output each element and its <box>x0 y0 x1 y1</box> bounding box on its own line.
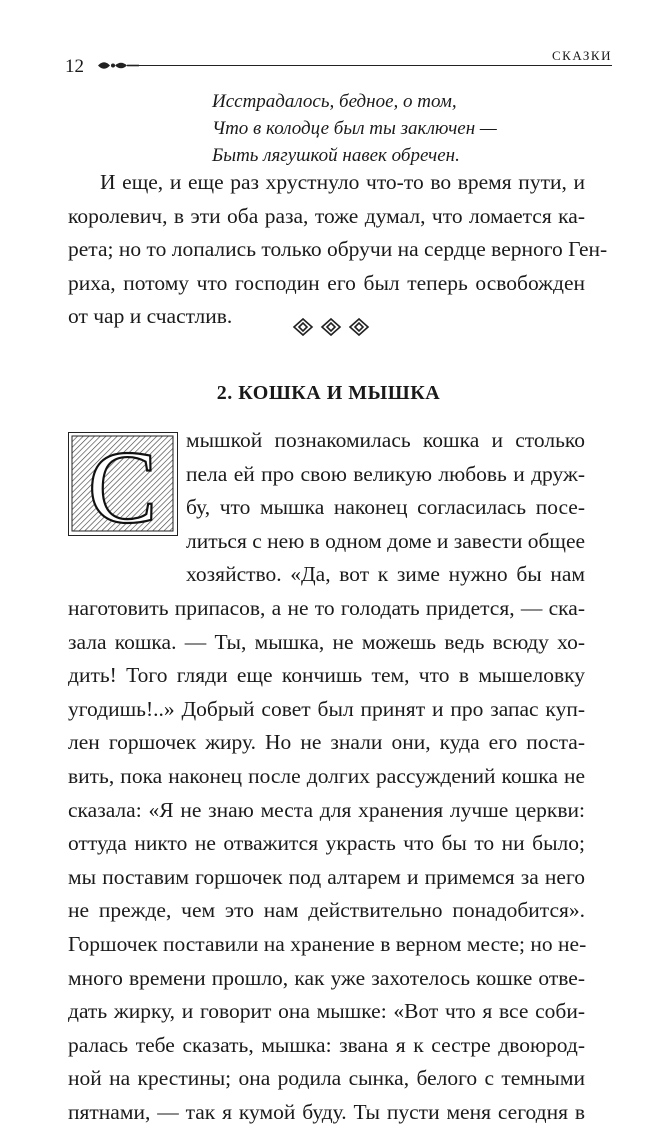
verse-block <box>212 88 497 169</box>
text-line: риха, потому что господин его был теперь освобожден <box>68 270 585 295</box>
story-body <box>68 558 585 1129</box>
text-line: сказала: «Я не знаю места для хранения лучше церкви: <box>68 797 585 822</box>
page-header <box>60 48 612 77</box>
text-line: ной на крестины; она родила сынка, белого с темными <box>68 1066 585 1091</box>
drop-cap-paragraph <box>186 424 585 558</box>
text-line: вить, пока наконец после долгих рассуждений кошка не <box>68 763 585 788</box>
text-line: хозяйство. «Да, вот к зиме нужно бы нам <box>186 562 585 587</box>
text-line: не прежде, чем это нам действительно понадобится». <box>68 898 585 923</box>
text-line: королевич, в эти оба раза, тоже думал, что ломается ка- <box>68 203 585 228</box>
text-line: дать жирку, и говорит она мышке: «Вот что я все соби- <box>68 999 585 1024</box>
story-title: 2. КОШКА И МЫШКА <box>216 382 441 404</box>
header-rule <box>138 65 612 66</box>
verse-line: Исстрадалось, бедное, о том, <box>212 91 457 112</box>
text-line: рета; но то лопались только обручи на сердце верного Ген- <box>68 237 608 262</box>
text-line: мышкой познакомилась кошка и столько <box>186 428 585 452</box>
text-line: И еще, и еще раз хрустнуло что-то во время пути, и <box>100 170 585 194</box>
text-line: мы поставим горшочек под алтарем и примемся за него <box>68 864 585 889</box>
text-line: ралась тебе сказать, мышка: звана я к сестре двоюрод- <box>68 1032 585 1057</box>
text-line: пятнами, — так я кумой буду. Ты пусти меня сегодня в <box>68 1099 585 1124</box>
verse-line: Что в колодце был ты заключен — <box>212 118 497 139</box>
page-number: 12 <box>65 56 84 77</box>
text-line: дить! Того гляди еще кончишь тем, что в мышеловку <box>68 663 585 688</box>
text-line: зала кошка. — Ты, мышка, не можешь ведь всюду хо- <box>68 629 585 654</box>
drop-cap-engraving-icon <box>69 433 176 534</box>
fleuron-ornament-icon <box>96 59 140 72</box>
verse-line: Быть лягушкой навек обречен. <box>212 145 460 166</box>
text-line: лен горшочек жиру. Но не знали они, куда его поста- <box>68 730 585 755</box>
text-line: угодишь!..» Добрый совет был принят и про запас куп- <box>68 696 585 721</box>
text-line: много времени прошло, как уже захотелось кошке отве- <box>68 965 585 990</box>
running-title: СКАЗКИ <box>552 48 612 63</box>
text-line: бу, что мышка наконец согласилась посе- <box>186 495 585 520</box>
text-line: наготовить припасов, а не то голодать придется, — ска- <box>68 595 585 620</box>
drop-cap <box>68 432 178 536</box>
text-line: оттуда никто не отважится украсть что бы то ни было; <box>68 831 585 856</box>
text-line: литься с нею в одном доме и завести общее <box>186 528 586 553</box>
drop-cap-letter: С <box>87 433 158 534</box>
text-line: Горшочек поставили на хранение в верном месте; но не- <box>68 931 587 956</box>
closing-paragraph <box>68 166 608 334</box>
text-line: от чар и счастлив. <box>68 304 233 329</box>
text-line: пела ей про свою великую любовь и друж- <box>186 461 585 486</box>
section-divider-icon <box>290 316 374 338</box>
